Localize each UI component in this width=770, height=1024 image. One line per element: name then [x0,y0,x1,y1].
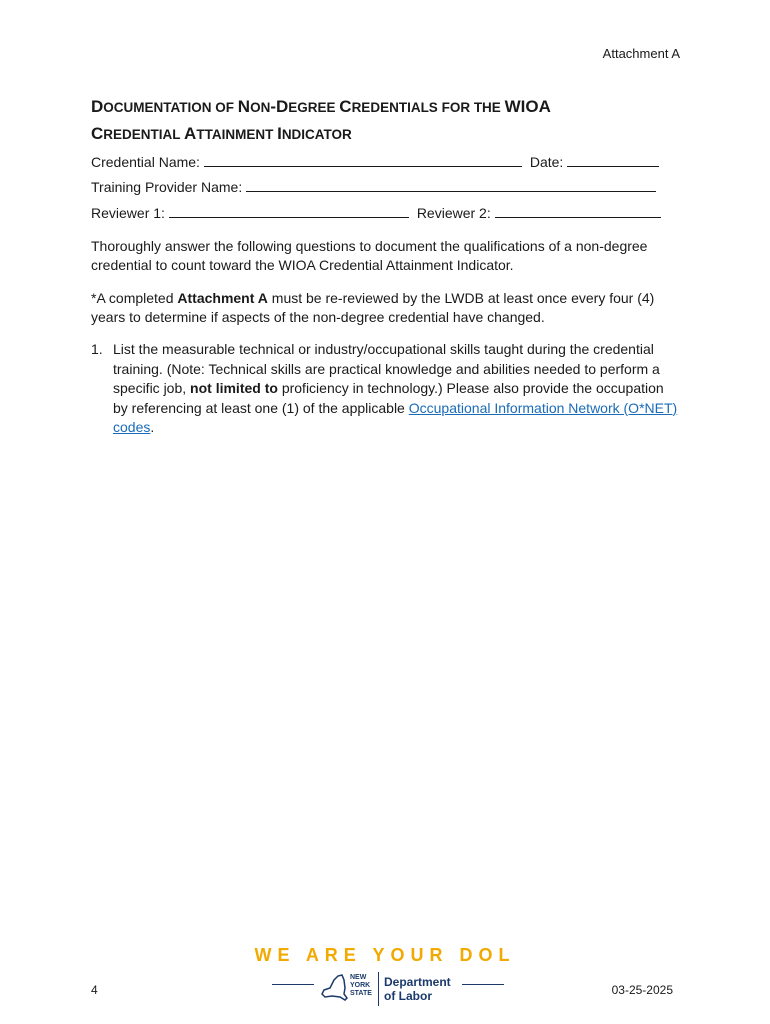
title-l1-segment: REDENTIALS FOR THE [351,100,505,115]
footer-slogan: WE ARE YOUR DOL [254,945,516,965]
title-line-2 [91,121,691,148]
note-post: must be re-reviewed by the LWDB at least once every four (4) years to determine if aspects of the non-degree credential have changed. [91,290,655,325]
logo-dept-line-1: Department [384,975,451,989]
note-pre: *A completed [91,290,178,306]
question-1-bold: not limited to [190,380,278,396]
note-bold: Attachment A [177,290,268,306]
logo-rule-right [462,984,504,985]
title-l2-segment: C [91,124,104,143]
nys-dol-logo [272,972,504,1010]
title-l2-segment: REDENTIAL [103,127,185,142]
title-l1-segment: C [339,97,352,116]
credential-name-label: Credential Name: [91,154,200,170]
title-l1-segment: ON [250,100,271,115]
title-line-1 [91,94,691,121]
logo-state-line-1: NEW [350,974,367,981]
logo-state-line-2: YORK [350,982,371,989]
reviewer2-label: Reviewer 2: [416,205,491,221]
document-title [91,94,691,148]
date-field[interactable] [567,153,659,167]
question-1-number: 1. [91,341,103,357]
title-l1-segment: N [237,97,251,116]
title-l1-segment: -D [270,97,289,116]
logo-rule-left [272,984,314,985]
logo-state-line-3: STATE [350,990,372,997]
training-provider-label: Training Provider Name: [91,179,243,195]
title-l1-segment: EGREE [288,100,340,115]
title-l2-segment: TTAINMENT [196,127,278,142]
question-1-part2: proficiency in technology.) Please also provide the occupation by referencing at least one (1) of the applicable [113,380,664,416]
reviewer1-label: Reviewer 1: [91,205,165,221]
new-york-state-map-icon [320,972,350,1006]
attachment-label: Attachment A [602,46,680,61]
onet-codes-link[interactable]: Occupational Information Network (O*NET) codes [113,399,678,435]
title-l2-segment: NDICATOR [281,127,352,142]
title-l1-segment: D [91,97,104,116]
logo-state-text [350,974,372,998]
logo-divider [378,972,379,1006]
title-l1-segment: OCUMENTATION OF [103,100,238,115]
question-1-text [113,340,681,438]
note-paragraph [91,289,681,327]
logo-dept-line-2: of Labor [384,989,432,1003]
question-1 [91,340,681,438]
training-provider-field[interactable] [246,178,656,192]
title-l2-segment: I [277,124,282,143]
logo-dept-text [384,975,451,1003]
reviewer1-field[interactable] [169,204,409,218]
date-label: Date: [529,154,564,170]
reviewer-row [91,204,661,221]
training-provider-row [91,178,656,195]
question-1-part1: List the measurable technical or industry/occupational skills taught during the credential training. (Note: Technical skills are practical knowledge and abilities needed to perform a specific job, [113,341,660,396]
title-l2-segment: A [184,124,197,143]
title-l1-segment: WIOA [504,97,551,116]
credential-name-field[interactable] [204,153,522,167]
question-1-end: . [150,419,155,435]
page-number: 4 [91,983,98,997]
credential-name-row [91,153,659,170]
footer-date: 03-25-2025 [611,983,673,997]
intro-paragraph: Thoroughly answer the following questions to document the qualifications of a non-degree credential to count toward the WIOA Credential Attainment Indicator. [91,238,648,273]
reviewer2-field[interactable] [495,204,661,218]
